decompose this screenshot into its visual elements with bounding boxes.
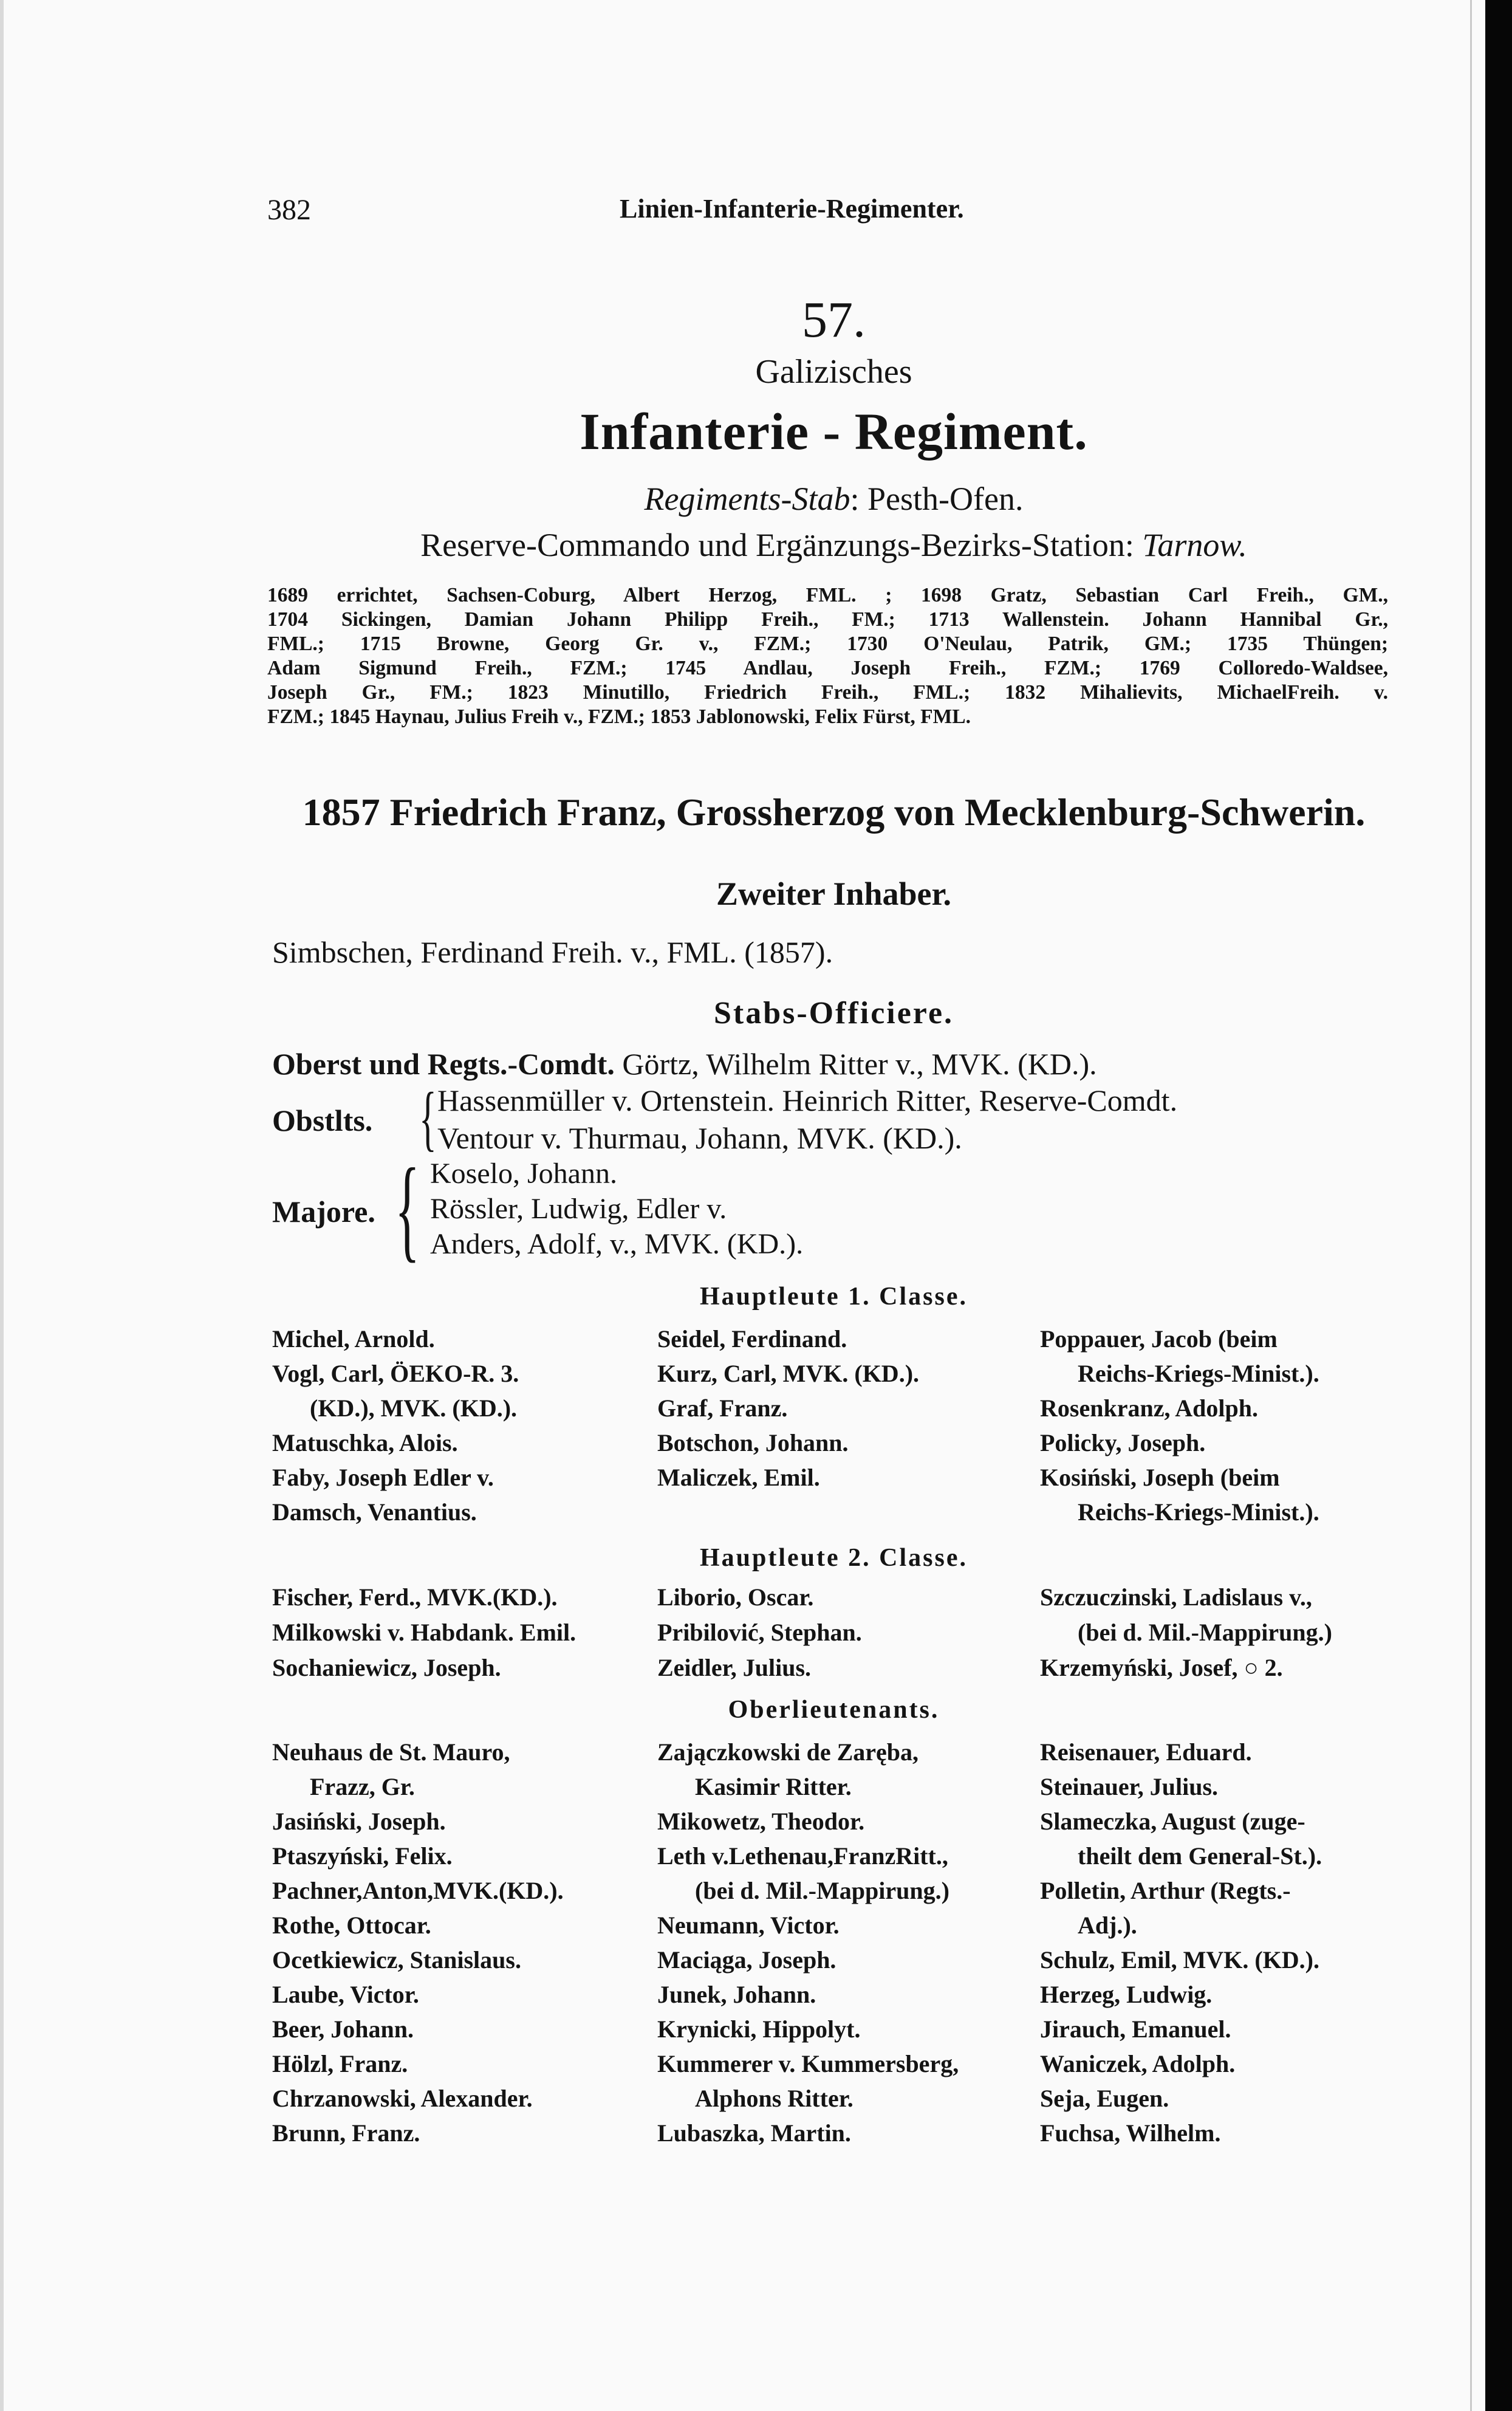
scan-right-edge: [1485, 0, 1512, 2411]
list-item: Slameczka, August (zuge-: [1040, 1808, 1305, 1835]
list-item: Michel, Arnold.: [272, 1325, 435, 1353]
list-item: Kurz, Carl, MVK. (KD.).: [657, 1360, 920, 1387]
list-item: Junek, Johann.: [657, 1981, 816, 2008]
stab-label: Regiments-Stab: [644, 481, 850, 517]
hauptleute-1-column-1: [272, 1322, 519, 1529]
oberst-entry: [272, 1046, 1097, 1082]
history-line: 1704 Sickingen, Damian Johann Philipp Freih., FM.; 1713 Wallenstein. Johann Hannibal Gr.,: [267, 608, 1388, 631]
list-item: Seidel, Ferdinand.: [657, 1325, 847, 1353]
list-item: Pachner,Anton,MVK.(KD.).: [272, 1877, 564, 1904]
list-item: Jirauch, Emanuel.: [1040, 2015, 1231, 2043]
list-item: Adj.).: [1078, 1912, 1137, 1939]
oberlieutenants-column-2: [657, 1735, 959, 2150]
hauptleute-1-column-2: [657, 1322, 919, 1495]
list-item: Maciąga, Joseph.: [657, 1946, 836, 1974]
majore-label: Majore.: [272, 1195, 375, 1229]
list-item: Sochaniewicz, Joseph.: [272, 1654, 501, 1681]
oberst-label: Oberst und Regts.-Comdt.: [272, 1047, 615, 1081]
list-item: theilt dem General-St.).: [1078, 1842, 1322, 1870]
list-item: (bei d. Mil.-Mappirung.): [695, 1877, 949, 1904]
reserve-label: Reserve-Commando und Ergänzungs-Bezirks-Station:: [420, 527, 1134, 563]
list-item: Krynicki, Hippolyt.: [657, 2015, 861, 2043]
list-item: Vogl, Carl, ÖEKO-R. 3.: [272, 1360, 519, 1387]
reserve-value: Tarnow.: [1142, 527, 1247, 563]
list-item: Policky, Joseph.: [1040, 1429, 1206, 1456]
major-entry: Rössler, Ludwig, Edler v.: [430, 1193, 727, 1225]
list-item: Kasimir Ritter.: [695, 1773, 852, 1800]
list-item: Rosenkranz, Adolph.: [1040, 1394, 1258, 1422]
oberlieutenants-title: Oberlieutenants.: [728, 1696, 940, 1724]
obstlt-entry: Ventour v. Thurmau, Johann, MVK. (KD.).: [437, 1121, 962, 1155]
list-item: Steinauer, Julius.: [1040, 1773, 1219, 1800]
list-item: Maliczek, Emil.: [657, 1464, 820, 1491]
list-item: Fischer, Ferd., MVK.(KD.).: [272, 1583, 558, 1611]
list-item: Poppauer, Jacob (beim: [1040, 1325, 1278, 1353]
list-item: Leth v.Lethenau,FranzRitt.,: [657, 1842, 948, 1870]
zweiter-inhaber-title: Zweiter Inhaber.: [716, 876, 952, 912]
scan-page-border: [1470, 0, 1472, 2411]
inhaber-heading: 1857 Friedrich Franz, Grossherzog von Mecklenburg-Schwerin.: [302, 791, 1366, 834]
stab-value: Pesth-Ofen.: [867, 481, 1024, 517]
list-item: Jasiński, Joseph.: [272, 1808, 446, 1835]
reserve-station: [267, 526, 1400, 564]
list-item: Schulz, Emil, MVK. (KD.).: [1040, 1946, 1319, 1974]
running-title: Linien-Infanterie-Regimenter.: [620, 194, 964, 224]
hauptleute-2-column-3: [1040, 1580, 1332, 1686]
history-line: FML.; 1715 Browne, Georg Gr. v., FZM.; 1730 O'Neulau, Patrik, GM.; 1735 Thüngen;: [267, 633, 1388, 655]
list-item: Fuchsa, Wilhelm.: [1040, 2119, 1221, 2147]
hauptleute-1-column-3: [1040, 1322, 1319, 1529]
list-item: Reichs-Kriegs-Minist.).: [1078, 1360, 1319, 1387]
regiment-number: 57.: [802, 292, 866, 348]
list-item: Krzemyński, Josef, ○ 2.: [1040, 1654, 1283, 1681]
majore-brace: {: [395, 1145, 420, 1273]
list-item: Pribilović, Stephan.: [657, 1619, 862, 1646]
list-item: Ptaszyński, Felix.: [272, 1842, 453, 1870]
list-item: Rothe, Ottocar.: [272, 1912, 431, 1939]
oberst-name: Görtz, Wilhelm Ritter v., MVK. (KD.).: [622, 1047, 1097, 1081]
list-item: Botschon, Johann.: [657, 1429, 849, 1456]
list-item: Reichs-Kriegs-Minist.).: [1078, 1498, 1319, 1526]
list-item: Szczuczinski, Ladislaus v.,: [1040, 1583, 1312, 1611]
hauptleute-2-column-1: [272, 1580, 576, 1686]
list-item: Zeidler, Julius.: [657, 1654, 812, 1681]
regiment-name: Infanterie - Regiment.: [580, 402, 1088, 461]
list-item: Hölzl, Franz.: [272, 2050, 408, 2077]
list-item: Beer, Johann.: [272, 2015, 414, 2043]
list-item: (bei d. Mil.-Mappirung.): [1078, 1619, 1332, 1646]
obstlts-brace: {: [419, 1077, 437, 1158]
stabs-officiere-title: Stabs-Officiere.: [713, 996, 954, 1031]
regiment-subtitle: Galizisches: [755, 353, 912, 391]
list-item: Ocetkiewicz, Stanislaus.: [272, 1946, 521, 1974]
obstlts-label: Obstlts.: [272, 1103, 373, 1137]
scan-left-edge: [0, 0, 4, 2411]
list-item: Waniczek, Adolph.: [1040, 2050, 1236, 2077]
list-item: Laube, Victor.: [272, 1981, 419, 2008]
list-item: Neuhaus de St. Mauro,: [272, 1738, 510, 1766]
major-entry: Anders, Adolf, v., MVK. (KD.).: [430, 1228, 804, 1260]
history-line: 1689 errichtet, Sachsen-Coburg, Albert Herzog, FML. ; 1698 Gratz, Sebastian Carl Freih., GM.,: [267, 584, 1388, 606]
oberlieutenants-column-3: [1040, 1735, 1322, 2150]
list-item: Alphons Ritter.: [695, 2085, 853, 2112]
obstlt-entry: Hassenmüller v. Ortenstein. Heinrich Ritter, Reserve-Comdt.: [437, 1083, 1178, 1117]
list-item: Liborio, Oscar.: [657, 1583, 814, 1611]
list-item: Damsch, Venantius.: [272, 1498, 477, 1526]
history-line: Joseph Gr., FM.; 1823 Minutillo, Friedrich Freih., FML.; 1832 Mihalievits, MichaelFreih. v.: [267, 681, 1388, 704]
major-entry: Koselo, Johann.: [430, 1157, 617, 1190]
list-item: Milkowski v. Habdank. Emil.: [272, 1619, 576, 1646]
list-item: Matuschka, Alois.: [272, 1429, 458, 1456]
list-item: Brunn, Franz.: [272, 2119, 420, 2147]
list-item: Reisenauer, Eduard.: [1040, 1738, 1252, 1766]
list-item: Frazz, Gr.: [310, 1773, 415, 1800]
list-item: Mikowetz, Theodor.: [657, 1808, 865, 1835]
list-item: Herzeg, Ludwig.: [1040, 1981, 1213, 2008]
page-number: 382: [267, 194, 311, 226]
list-item: Faby, Joseph Edler v.: [272, 1464, 494, 1491]
regiments-stab: [267, 480, 1400, 518]
list-item: Graf, Franz.: [657, 1394, 788, 1422]
regiment-history: [267, 583, 1388, 729]
list-item: Kummerer v. Kummersberg,: [657, 2050, 959, 2077]
hauptleute-2-title: Hauptleute 2. Classe.: [700, 1544, 968, 1572]
stab-separator: :: [850, 481, 860, 517]
list-item: Chrzanowski, Alexander.: [272, 2085, 533, 2112]
list-item: Zajączkowski de Zaręba,: [657, 1738, 918, 1766]
list-item: Neumann, Victor.: [657, 1912, 840, 1939]
hauptleute-2-column-2: [657, 1580, 862, 1686]
list-item: Polletin, Arthur (Regts.-: [1040, 1877, 1291, 1904]
list-item: Kosiński, Joseph (beim: [1040, 1464, 1280, 1491]
list-item: (KD.), MVK. (KD.).: [310, 1394, 518, 1422]
history-line: FZM.; 1845 Haynau, Julius Freih v., FZM.; 1853 Jablonowski, Felix Fürst, FML.: [267, 705, 971, 728]
oberlieutenants-column-1: [272, 1735, 564, 2150]
zweiter-inhaber-entry: Simbschen, Ferdinand Freih. v., FML. (1857).: [272, 935, 833, 969]
hauptleute-1-title: Hauptleute 1. Classe.: [700, 1283, 968, 1311]
list-item: Lubaszka, Martin.: [657, 2119, 851, 2147]
list-item: Seja, Eugen.: [1040, 2085, 1169, 2112]
history-line: Adam Sigmund Freih., FZM.; 1745 Andlau, Joseph Freih., FZM.; 1769 Colloredo-Waldsee,: [267, 657, 1388, 679]
